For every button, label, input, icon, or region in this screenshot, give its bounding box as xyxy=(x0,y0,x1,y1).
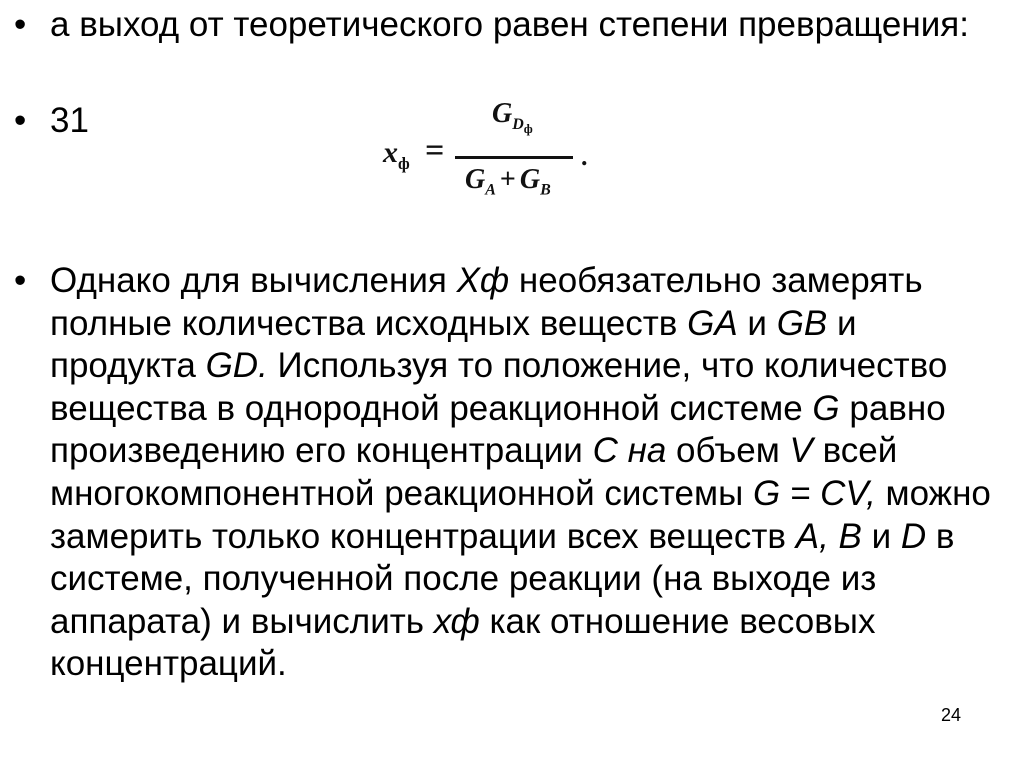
page-number: 24 xyxy=(940,705,961,725)
bullet-text: а выход от теоретического равен степени превращения: xyxy=(50,5,969,44)
bullet-item-calculation-explanation xyxy=(14,260,1004,686)
bullet-dot-icon: • xyxy=(14,5,27,44)
bullet-text: 31 xyxy=(50,101,89,140)
bullet-dot-icon: • xyxy=(14,101,27,140)
conversion-formula xyxy=(355,88,615,216)
formula-equals: = xyxy=(425,132,445,169)
formula-lhs: $x_ф$ xyxy=(383,136,410,173)
bullet-dot-icon: • xyxy=(14,261,27,300)
formula-denominator: $G_A + G_B$ xyxy=(465,164,551,199)
bullet-item-degree-of-conversion xyxy=(14,4,1004,46)
formula-period: . xyxy=(581,142,588,171)
bullet-text: Однако для вычисления Xф необязательно замерять полные количества исходных веществ GA и GB и продукта GD. Используя то положение, что количество вещества в однородной реакционной системе G равно произведению его концентрации С на объем V всей многокомпонентной реакционной системы G = CV, можно замерить только концентрации всех веществ А, В и D в системе, полученной после реакции (на выходе из аппарата) и вычислить хф как отношение весовых концентраций. xyxy=(50,261,991,684)
formula-numerator: $G_{D_ф}$ xyxy=(492,98,533,136)
fraction-bar xyxy=(455,156,573,159)
